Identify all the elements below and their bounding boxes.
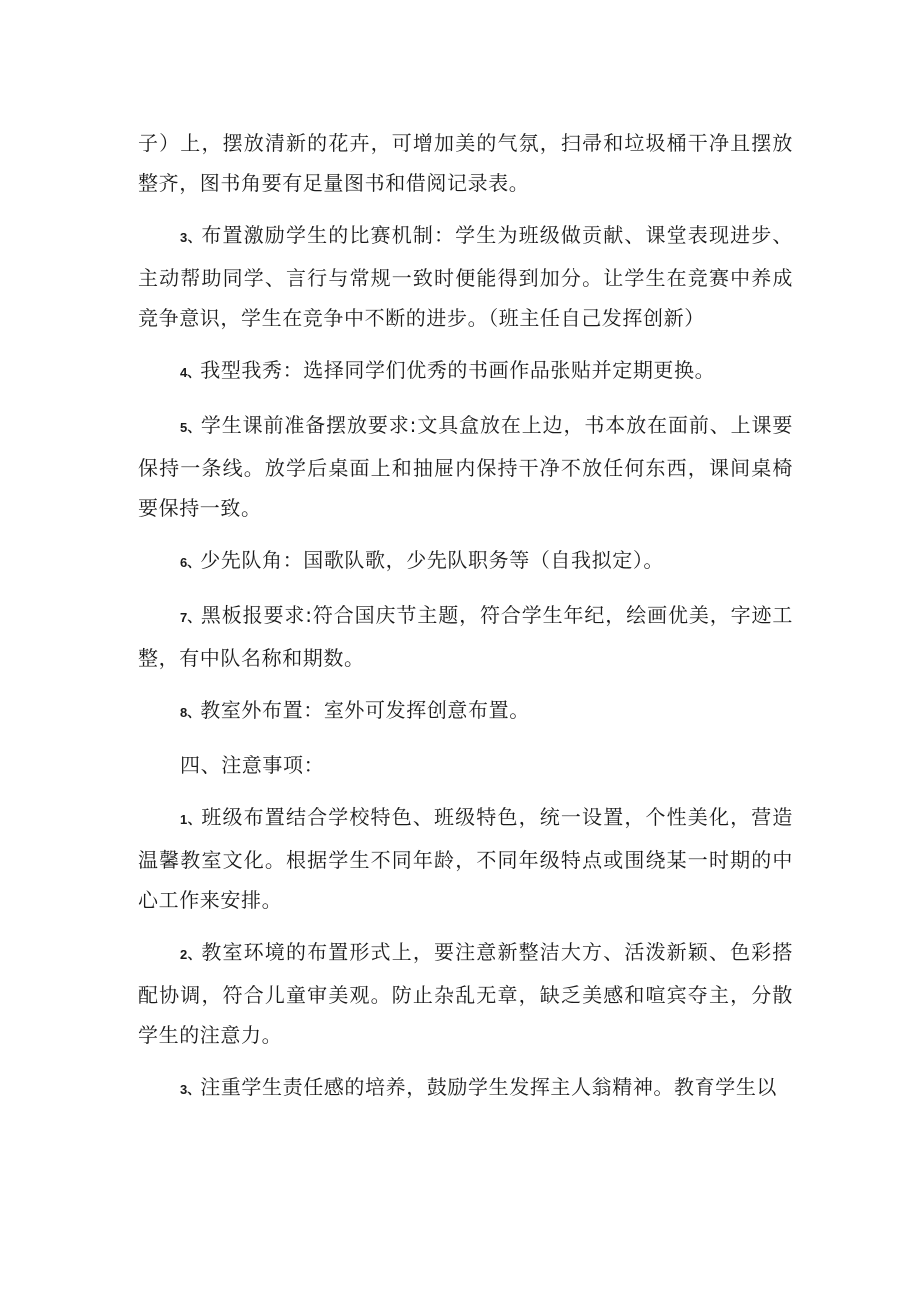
item-number: 3、 <box>180 230 202 245</box>
paragraph-text: 黑板报要求:符合国庆节主题，符合学生年纪，绘画优美，字迹工整，有中队名称和期数。 <box>138 603 794 670</box>
paragraph-item-6 <box>138 540 793 583</box>
paragraph-continuation <box>138 123 793 203</box>
paragraph-text: 少先队角：国歌队歌，少先队职务等（自我拟定）。 <box>200 548 665 572</box>
item-number: 1、 <box>180 812 202 827</box>
paragraph-text: 学生课前准备摆放要求:文具盒放在上边，书本放在面前、上课要保持一条线。放学后桌面上和抽屉内保持干净不放任何东西，课间桌椅要保持一致。 <box>138 413 794 520</box>
paragraph-text: 班级布置结合学校特色、班级特色，统一设置，个性美化，营造温馨教室文化。根据学生不同年龄，不同年级特点或围绕某一时期的中心工作来安排。 <box>138 805 793 912</box>
paragraph-item-4 <box>138 350 793 393</box>
item-number: 7、 <box>180 610 201 625</box>
paragraph-text: 注重学生责任感的培养，鼓励学生发挥主人翁精神。教育学生以 <box>200 1075 778 1099</box>
paragraph-item-7 <box>138 595 793 678</box>
paragraph-text: 子）上，摆放清新的花卉，可增加美的气氛，扫帚和垃圾桶干净且摆放整齐，图书角要有足量图书和借阅记录表。 <box>138 131 793 195</box>
section-heading <box>138 745 793 785</box>
item-number: 4、 <box>180 365 201 380</box>
paragraph-text: 布置激励学生的比赛机制：学生为班级做贡献、课堂表现进步、主动帮助同学、言行与常规一致时便能得到加分。让学生在竞赛中养成竞争意识，学生在竞争中不断的进步。（班主任自己发挥创新） <box>138 223 793 330</box>
paragraph-item-5 <box>138 405 793 528</box>
paragraph-item-8 <box>138 690 793 733</box>
paragraph-item-3 <box>138 215 793 338</box>
item-number: 5、 <box>180 420 201 435</box>
paragraph-text: 教室环境的布置形式上，要注意新整洁大方、活泼新颖、色彩搭配协调，符合儿童审美观。防止杂乱无章，缺乏美感和喧宾夺主，分散学生的注意力。 <box>138 940 793 1047</box>
item-number: 3、 <box>180 1082 201 1097</box>
paragraph-note-1 <box>138 797 793 920</box>
item-number: 8、 <box>180 705 201 720</box>
paragraph-note-2 <box>138 932 793 1055</box>
document-body <box>138 123 793 1122</box>
paragraph-text: 教室外布置：室外可发挥创意布置。 <box>200 698 530 722</box>
section-heading-text: 四、注意事项： <box>180 753 325 777</box>
paragraph-text: 我型我秀：选择同学们优秀的书画作品张贴并定期更换。 <box>200 358 716 382</box>
item-number: 2、 <box>180 947 202 962</box>
item-number: 6、 <box>180 555 201 570</box>
paragraph-note-3 <box>138 1067 793 1110</box>
